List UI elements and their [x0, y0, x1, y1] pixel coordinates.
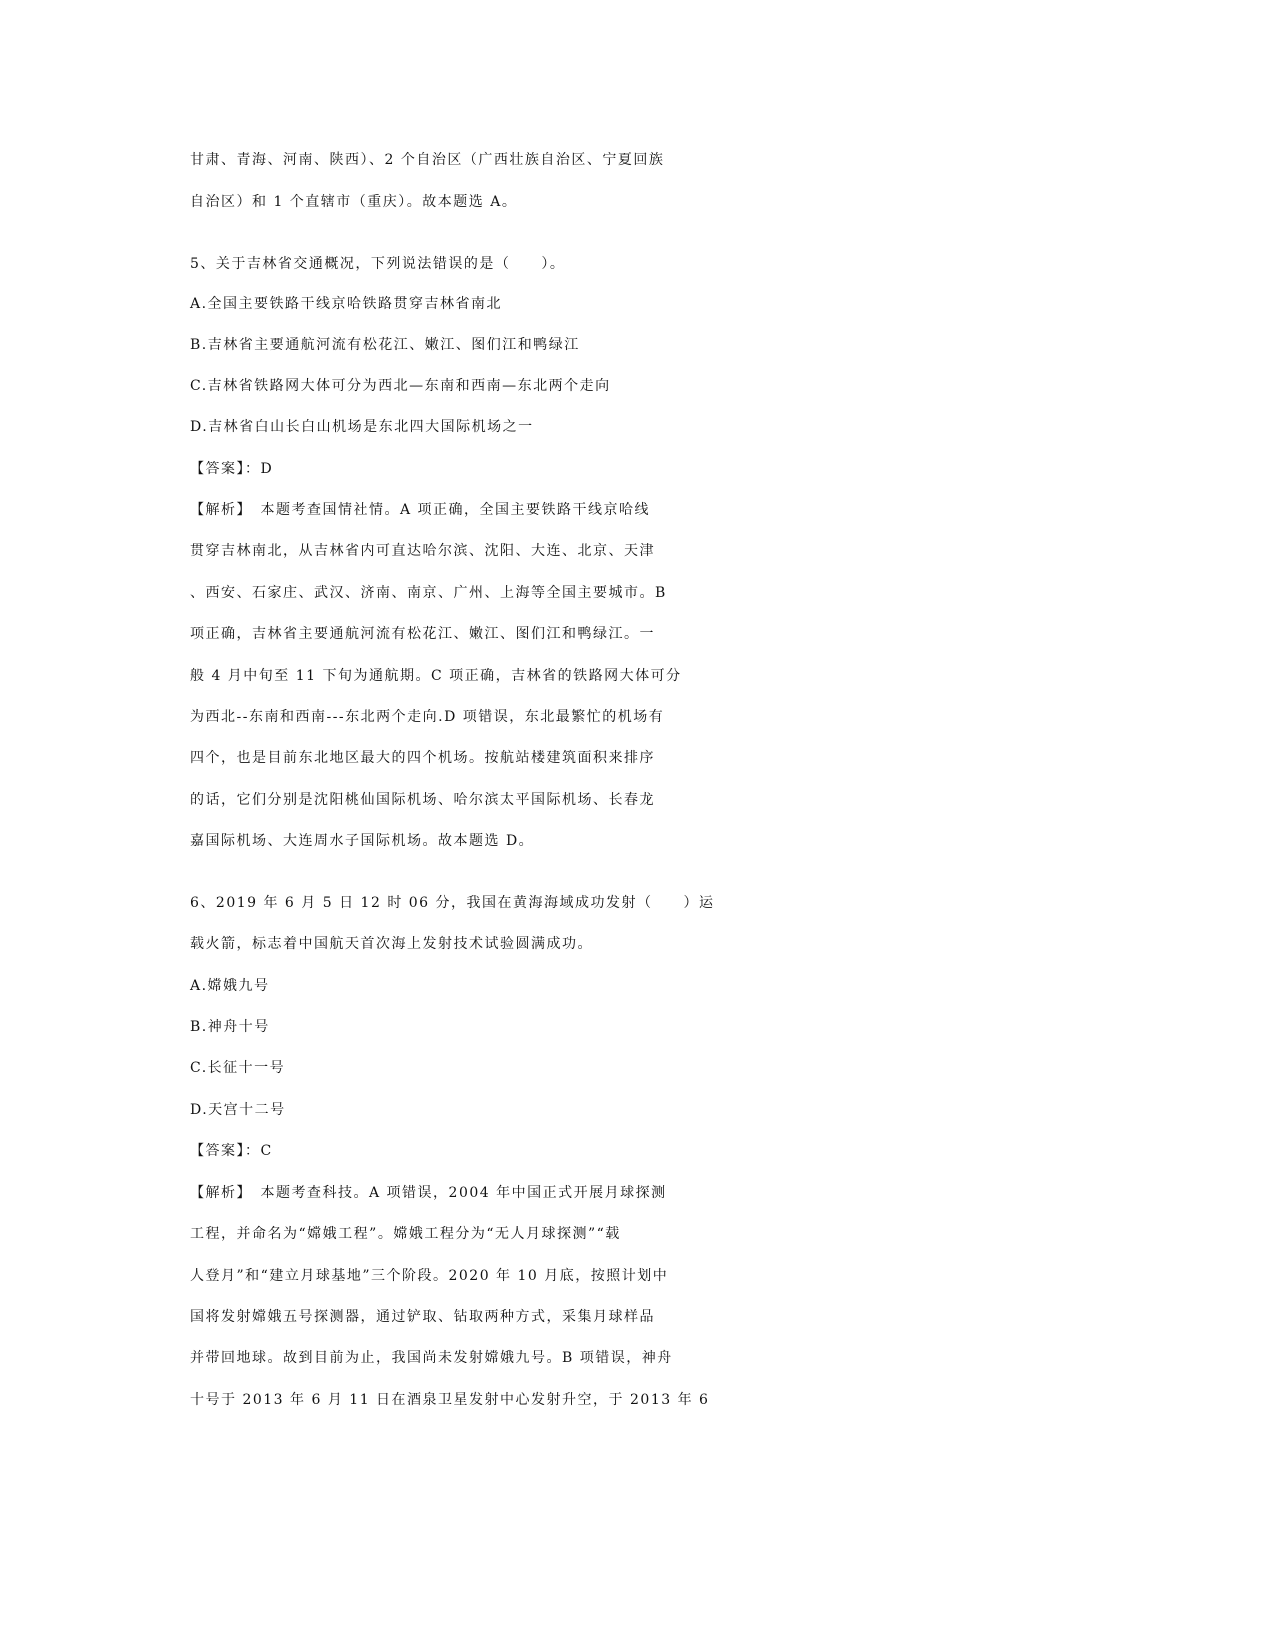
q6-analysis-line-3: 人登月”和“建立月球基地”三个阶段。2020 年 10 月底，按照计划中: [190, 1268, 669, 1284]
q5-analysis-line-8: 的话，它们分别是沈阳桃仙国际机场、哈尔滨太平国际机场、长春龙: [190, 792, 655, 808]
q5-analysis-line-7: 四个，也是目前东北地区最大的四个机场。按航站楼建筑面积来排序: [190, 750, 655, 766]
q6-analysis-line-2: 工程，并命名为“嫦娥工程”。嫦娥工程分为“无人月球探测”“载: [190, 1226, 621, 1242]
q5-option-d: D.吉林省白山长白山机场是东北四大国际机场之一: [190, 419, 534, 435]
q6-analysis-line-4: 国将发射嫦娥五号探测器，通过铲取、钻取两种方式，采集月球样品: [190, 1309, 655, 1325]
q5-answer: 【答案】：D: [190, 461, 274, 477]
q5-analysis-line-5: 般 4 月中旬至 11 下旬为通航期。C 项正确，吉林省的铁路网大体可分: [190, 668, 682, 684]
q6-option-b: B.神舟十号: [190, 1019, 270, 1035]
q5-analysis-line-1: 【解析】 本题考查国情社情。A 项正确，全国主要铁路干线京哈线: [190, 502, 651, 518]
continuation-line-1: 甘肃、青海、河南、陕西）、2 个自治区（广西壮族自治区、宁夏回族: [190, 152, 665, 168]
q5-analysis-line-9: 嘉国际机场、大连周水子国际机场。故本题选 D。: [190, 833, 535, 849]
q6-analysis-line-5: 并带回地球。故到目前为止，我国尚未发射嫦娥九号。B 项错误，神舟: [190, 1350, 673, 1366]
q5-question: 5、关于吉林省交通概况，下列说法错误的是（ ）。: [190, 256, 566, 272]
q5-option-a: A.全国主要铁路干线京哈铁路贯穿吉林省南北: [190, 296, 503, 312]
q6-analysis-line-6: 十号于 2013 年 6 月 11 日在酒泉卫星发射中心发射升空，于 2013 年 6: [190, 1392, 710, 1408]
q5-analysis-line-2: 贯穿吉林南北，从吉林省内可直达哈尔滨、沈阳、大连、北京、天津: [190, 543, 655, 559]
q5-analysis-line-4: 项正确，吉林省主要通航河流有松花江、嫩江、图们江和鸭绿江。一: [190, 626, 655, 642]
continuation-line-2: 自治区）和 1 个直辖市（重庆）。故本题选 A。: [190, 194, 518, 210]
q6-question-line-1: 6、2019 年 6 月 5 日 12 时 06 分，我国在黄海海域成功发射（ ）运: [190, 895, 715, 911]
q5-analysis-line-3: 、西安、石家庄、武汉、济南、南京、广州、上海等全国主要城市。B: [190, 585, 667, 601]
q6-option-a: A.嫦娥九号: [190, 978, 270, 994]
q6-option-d: D.天宫十二号: [190, 1102, 286, 1118]
q5-analysis-line-6: 为西北--东南和西南---东北两个走向.D 项错误，东北最繁忙的机场有: [190, 709, 665, 725]
q5-option-b: B.吉林省主要通航河流有松花江、嫩江、图们江和鸭绿江: [190, 337, 580, 353]
q6-question-line-2: 载火箭，标志着中国航天首次海上发射技术试验圆满成功。: [190, 936, 593, 952]
q6-analysis-line-1: 【解析】 本题考查科技。A 项错误，2004 年中国正式开展月球探测: [190, 1185, 667, 1201]
q6-option-c: C.长征十一号: [190, 1060, 286, 1076]
q5-option-c: C.吉林省铁路网大体可分为西北—东南和西南—东北两个走向: [190, 378, 611, 394]
q6-answer: 【答案】：C: [190, 1143, 273, 1159]
